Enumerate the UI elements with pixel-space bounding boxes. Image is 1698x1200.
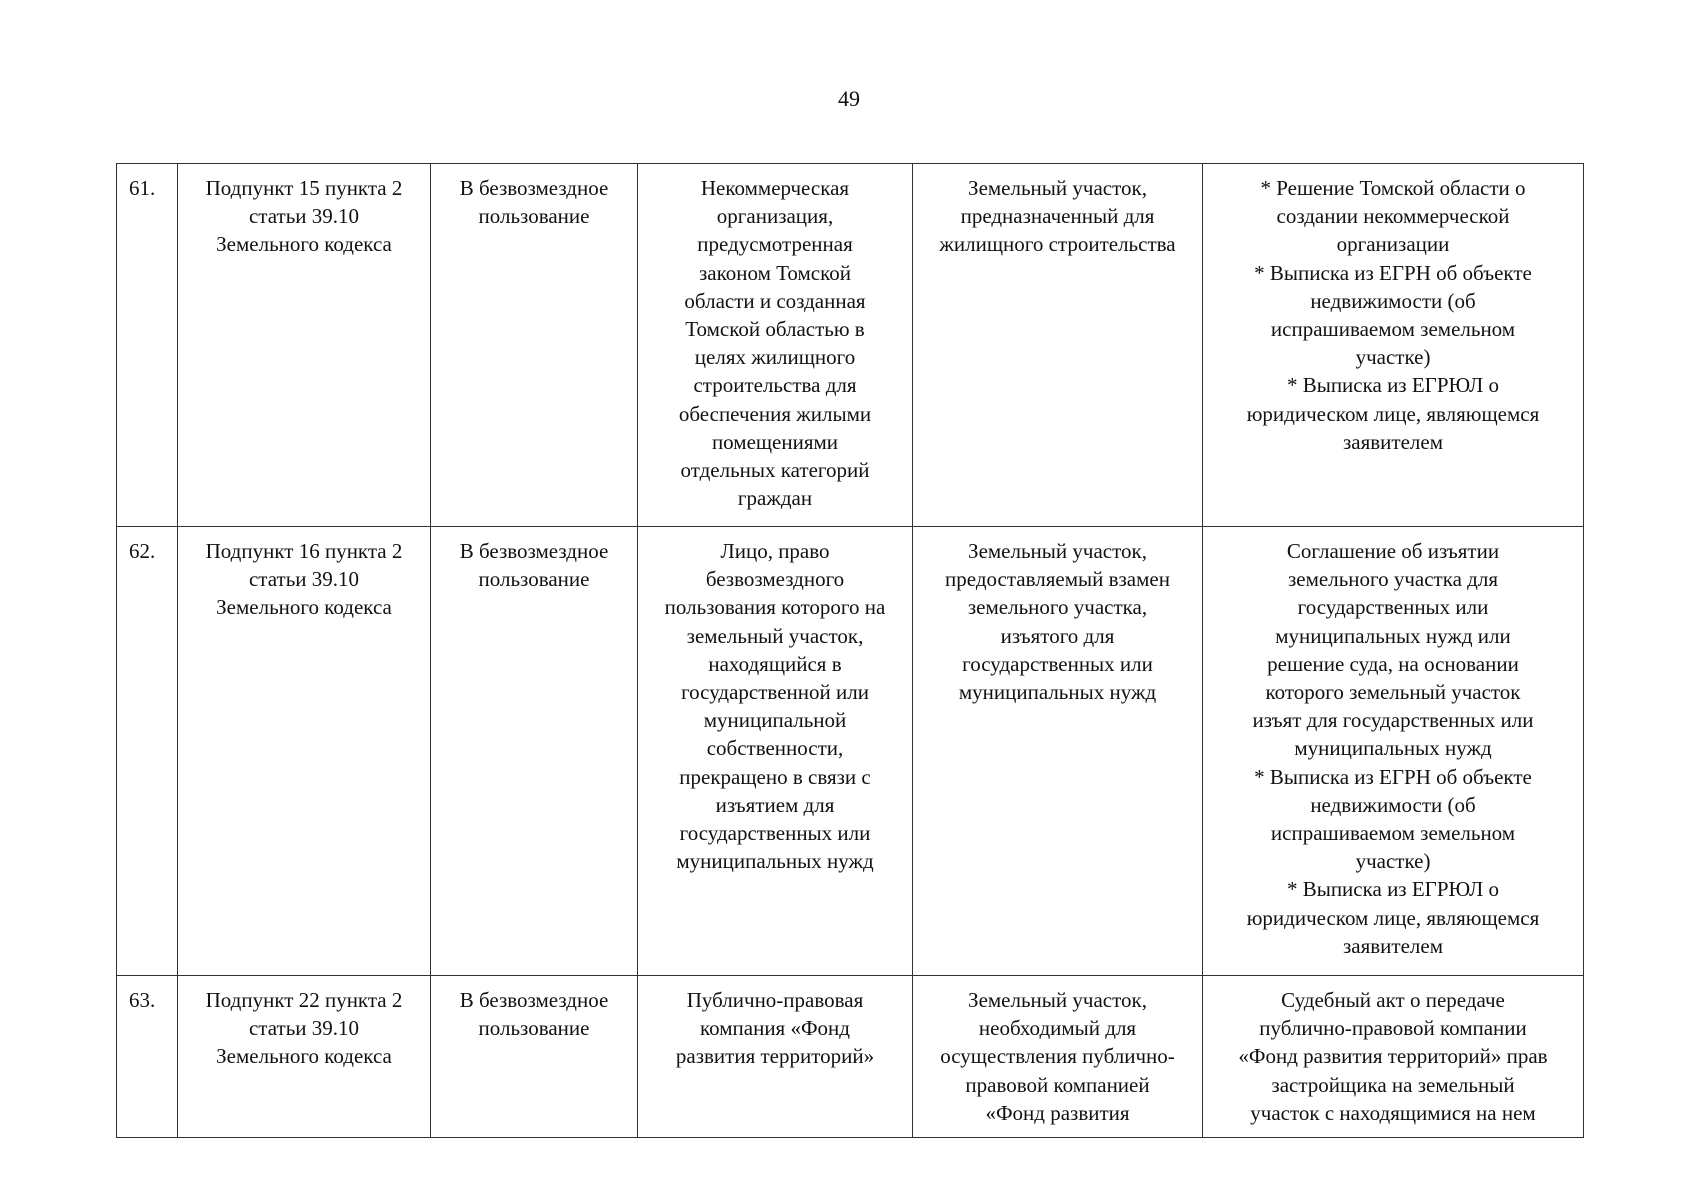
right-type-cell: В безвозмездное пользование — [431, 164, 638, 527]
land-plot-cell: Земельный участок, предоставляемый взамен земельного участка, изъятого для государственных или муниципальных нужд — [913, 527, 1203, 976]
legal-basis-cell: Подпункт 15 пункта 2 статьи 39.10 Земельного кодекса — [178, 164, 431, 527]
table-row — [117, 164, 1584, 527]
land-plot-cell: Земельный участок, предназначенный для жилищного строительства — [913, 164, 1203, 527]
row-number-cell: 63. — [117, 976, 178, 1138]
applicant-cell: Публично-правовая компания «Фонд развития территорий» — [638, 976, 913, 1138]
right-type-cell: В безвозмездное пользование — [431, 976, 638, 1138]
page-number: 49 — [838, 86, 860, 111]
table-row — [117, 976, 1584, 1138]
applicant-cell: Лицо, право безвозмездного пользования которого на земельный участок, находящийся в государственной или муниципальной собственности, прекращено в связи с изъятием для государственных или муниципальных нужд — [638, 527, 913, 976]
table-row — [117, 527, 1584, 976]
documents-cell: Судебный акт о передаче публично-правовой компании «Фонд развития территорий» прав застройщика на земельный участок с находящимися на нем — [1203, 976, 1584, 1138]
legal-basis-cell: Подпункт 22 пункта 2 статьи 39.10 Земельного кодекса — [178, 976, 431, 1138]
land-provision-table — [116, 163, 1584, 1138]
documents-cell: Соглашение об изъятии земельного участка для государственных или муниципальных нужд или решение суда, на основании которого земельный участок изъят для государственных или муниципальных нужд * Выписка из ЕГРН об объекте недвижимости (об испрашиваемом земельном участке) * Выписка из ЕГРЮЛ о юридическом лице, являющемся заявителем — [1203, 527, 1584, 976]
land-plot-cell: Земельный участок, необходимый для осуществления публично- правовой компанией «Фонд развития — [913, 976, 1203, 1138]
applicant-cell: Некоммерческая организация, предусмотренная законом Томской области и созданная Томской областью в целях жилищного строительства для обеспечения жилыми помещениями отдельных категорий граждан — [638, 164, 913, 527]
legal-basis-cell: Подпункт 16 пункта 2 статьи 39.10 Земельного кодекса — [178, 527, 431, 976]
row-number-cell: 62. — [117, 527, 178, 976]
row-number-cell: 61. — [117, 164, 178, 527]
right-type-cell: В безвозмездное пользование — [431, 527, 638, 976]
documents-cell: * Решение Томской области о создании некоммерческой организации * Выписка из ЕГРН об объекте недвижимости (об испрашиваемом земельном участке) * Выписка из ЕГРЮЛ о юридическом лице, являющемся заявителем — [1203, 164, 1584, 527]
